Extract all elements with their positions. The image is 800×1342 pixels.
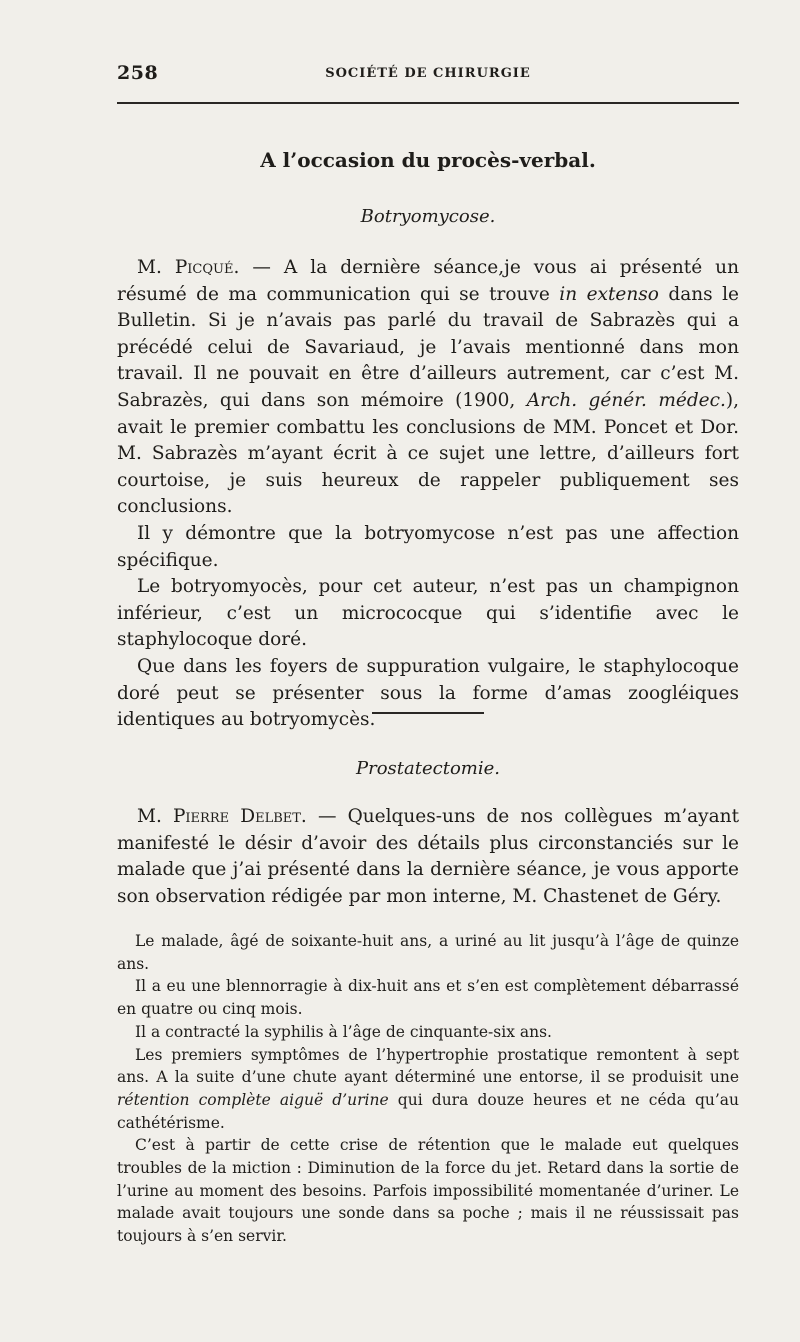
page-header xyxy=(117,62,739,86)
section-prostatectomie-body xyxy=(117,804,739,910)
paragraph: Le botryomyocès, pour cet auteur, n’est pas un champignon inférieur, c’est un micrococque qui s’identifie avec le staphylocoque doré. xyxy=(117,576,739,651)
paragraph: M. Picqué. — A la dernière séance,je vous ai présenté un résumé de ma communication qui se trouve in extenso dans le Bulletin. Si je n’avais pas parlé du travail de Sabrazès qui a précédé celui de Savariaud, je l’avais mentionné dans mon travail. Il ne pouvait en être d’ailleurs autrement, car c’est M. Sabrazès, qui dans son mémoire (1900, Arch. génér. médec.), avait le premier combattu les conclusions de MM. Poncet et Dor. M. Sabrazès m’ayant écrit à ce sujet une lettre, d’ailleurs fort courtoise, je suis heureux de rappeler publiquement ses conclusions. xyxy=(117,257,740,518)
section-botryomycose-body xyxy=(117,255,739,734)
subtitle-botryomycose: Botryomycose. xyxy=(360,206,496,227)
speaker-name: M. Picqué. xyxy=(137,257,240,278)
paragraph: Il a eu une blennorragie à dix-huit ans et s’en est complètement débarrassé en quatre ou cinq mois. xyxy=(117,977,739,1019)
paragraph: Le malade, âgé de soixante-huit ans, a uriné au lit jusqu’à l’âge de quinze ans. xyxy=(117,932,739,973)
paragraph: Que dans les foyers de suppuration vulgaire, le staphylocoque doré peut se présenter sous la forme d’amas zoogléiques identiques au botryomycès. xyxy=(117,655,739,731)
paragraph: Il y démontre que la botryomycose n’est pas une affection spécifique. xyxy=(117,522,739,571)
paragraph: M. Pierre Delbet. — Quelques-uns de nos collègues m’ayant manifesté le désir d’avoir des détails plus circonstanciés sur le malade que j’ai présenté dans la dernière séance, je vous apporte son observation rédigée par mon interne, M. Chastenet de Géry. xyxy=(117,806,739,907)
page-number: 258 xyxy=(117,62,159,84)
section-separator xyxy=(372,712,484,714)
observation-text xyxy=(117,930,739,1248)
running-head: SOCIÉTÉ DE CHIRURGIE xyxy=(325,66,531,81)
speaker-name: M. Pierre Delbet. xyxy=(137,806,307,827)
header-rule xyxy=(117,102,739,104)
paragraph: Il a contracté la syphilis à l’âge de cinquante-six ans. xyxy=(135,1022,552,1041)
subtitle-prostatectomie: Prostatectomie. xyxy=(356,758,500,779)
section-title: A l’occasion du procès-verbal. xyxy=(260,148,596,172)
paragraph: C’est à partir de cette crise de rétention que le malade eut quelques troubles de la miction : Diminution de la force du jet. Retard dans la sortie de l’urine au moment des besoins. Parfois impossibilité momentanée d’uriner. Le malade avait toujours une sonde dans sa poche ; mais il ne réussissait pas toujours à s’en servir. xyxy=(117,1136,739,1246)
paragraph: Les premiers symptômes de l’hypertrophie prostatique remontent à sept ans. A la suite d’une chute ayant déterminé une entorse, il se produisit une rétention complète aiguë d’urine qui dura douze heures et ne céda qu’au cathétérisme. xyxy=(117,1045,739,1132)
